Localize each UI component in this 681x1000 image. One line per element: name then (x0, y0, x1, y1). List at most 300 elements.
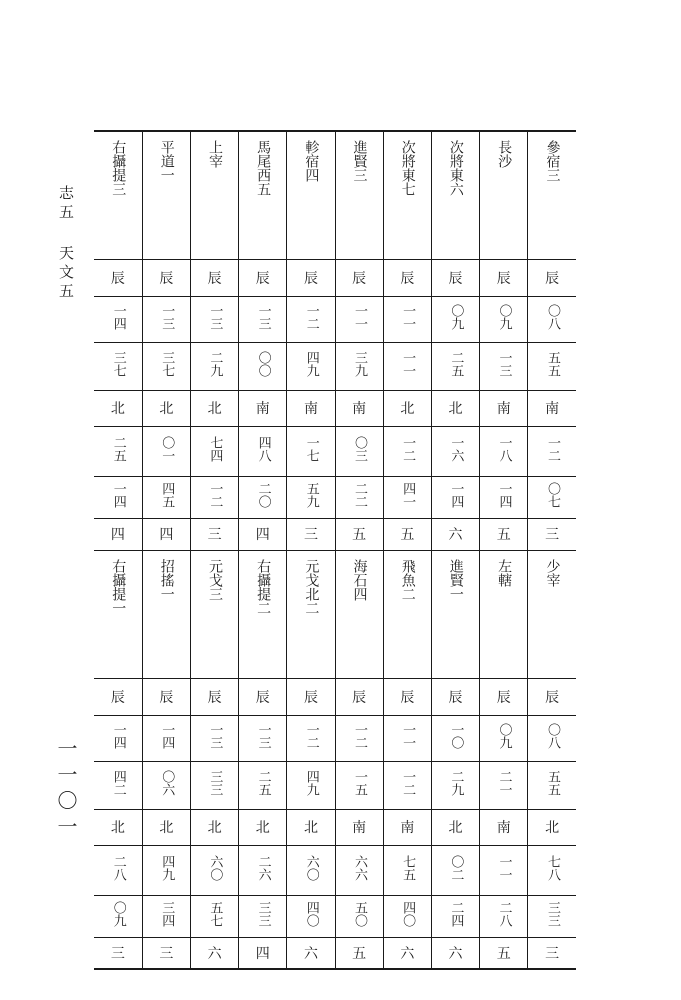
table-cell (239, 895, 287, 937)
latitude-degree-text: 〇二 (448, 855, 464, 881)
minute-text: 四九 (303, 351, 319, 377)
table-cell (142, 426, 190, 476)
zodiac-sign-text: 辰 (496, 270, 511, 287)
table-cell (480, 476, 528, 518)
block-1-degree-row (94, 296, 576, 342)
latitude-degree-text: 七八 (544, 855, 560, 881)
latitude-minute-text: 一四 (496, 482, 512, 508)
latitude-minute-text: 二〇 (255, 482, 271, 508)
table-cell (528, 895, 576, 937)
table-cell (142, 390, 190, 426)
table-cell (142, 895, 190, 937)
degree-text: 一三 (255, 723, 271, 749)
latitude-minute-text: 一四 (110, 482, 126, 508)
direction-text: 北 (448, 401, 463, 417)
latitude-degree-text: 〇三 (351, 436, 367, 462)
table-cell (431, 476, 479, 518)
block-2-star-name-row (94, 550, 576, 678)
latitude-minute-text: 四一 (400, 482, 416, 508)
table-cell (239, 476, 287, 518)
table-cell (528, 426, 576, 476)
table-cell (335, 845, 383, 895)
table-cell (191, 426, 239, 476)
table-cell (480, 845, 528, 895)
table-cell (383, 845, 431, 895)
latitude-degree-text: 四九 (159, 855, 175, 881)
direction-text: 北 (400, 401, 415, 417)
table-cell (239, 550, 287, 678)
table-cell (239, 390, 287, 426)
latitude-minute-text: 五九 (303, 482, 319, 508)
magnitude-text: 三 (207, 527, 222, 543)
star-name-text: 左轄 (496, 558, 513, 587)
table-cell (94, 715, 142, 761)
table-cell (528, 845, 576, 895)
table-cell (191, 390, 239, 426)
magnitude-text: 六 (448, 527, 463, 543)
latitude-degree-text: 一一 (496, 855, 512, 881)
table-cell (142, 342, 190, 390)
table-cell (528, 809, 576, 845)
table-cell (431, 131, 479, 259)
table-cell (480, 550, 528, 678)
block-2-latitude-minute-row (94, 895, 576, 937)
latitude-degree-text: 一六 (448, 436, 464, 462)
zodiac-sign-text: 辰 (545, 270, 560, 287)
latitude-degree-text: 四八 (255, 436, 271, 462)
table-cell (431, 845, 479, 895)
table-cell (480, 678, 528, 715)
table-cell (383, 550, 431, 678)
table-cell (528, 131, 576, 259)
minute-text: 三九 (351, 351, 367, 377)
table-cell (191, 476, 239, 518)
table-cell (528, 761, 576, 809)
zodiac-sign-text: 辰 (448, 270, 463, 287)
table-cell (142, 296, 190, 342)
zodiac-sign-text: 辰 (207, 270, 222, 287)
table-cell (528, 678, 576, 715)
table-cell (287, 895, 335, 937)
star-name-text: 右攝提一 (110, 558, 127, 615)
table-cell (191, 550, 239, 678)
degree-text: 一四 (110, 723, 126, 749)
minute-text: 二五 (448, 351, 464, 377)
table-cell (287, 476, 335, 518)
table-cell (287, 518, 335, 550)
table-cell (94, 296, 142, 342)
block-1-latitude-degree-row (94, 426, 576, 476)
minute-text: 二九 (207, 351, 223, 377)
latitude-degree-text: 二六 (255, 855, 271, 881)
table-cell (480, 937, 528, 969)
table-cell (239, 715, 287, 761)
latitude-minute-text: 四〇 (303, 901, 319, 927)
zodiac-sign-text: 辰 (496, 689, 511, 706)
latitude-degree-text: 一二 (400, 436, 416, 462)
table-cell (94, 845, 142, 895)
table-cell (142, 518, 190, 550)
minute-text: 二一 (496, 770, 512, 796)
table-cell (94, 426, 142, 476)
table-cell (528, 342, 576, 390)
table-cell (431, 678, 479, 715)
degree-text: 〇九 (448, 304, 464, 330)
latitude-degree-text: 六〇 (207, 855, 223, 881)
table-cell (287, 761, 335, 809)
zodiac-sign-text: 辰 (110, 689, 125, 706)
minute-text: 一二 (400, 770, 416, 796)
table-cell (287, 426, 335, 476)
star-name-text: 少宰 (544, 558, 561, 587)
table-cell (383, 761, 431, 809)
block-2-degree-row (94, 715, 576, 761)
direction-text: 北 (110, 401, 125, 417)
zodiac-sign-text: 辰 (303, 270, 318, 287)
table-cell (142, 809, 190, 845)
table-cell (191, 761, 239, 809)
star-name-text: 馬尾西五 (255, 140, 272, 196)
degree-text: 一三 (207, 304, 223, 330)
magnitude-text: 五 (352, 945, 367, 962)
direction-text: 南 (352, 401, 367, 417)
latitude-minute-text: 四五 (159, 482, 175, 508)
table-cell (239, 342, 287, 390)
table-cell (335, 809, 383, 845)
degree-text: 一三 (207, 723, 223, 749)
block-1-magnitude-row (94, 518, 576, 550)
table-cell (191, 131, 239, 259)
table-cell (94, 476, 142, 518)
block-1-latitude-minute-row (94, 476, 576, 518)
zodiac-sign-text: 辰 (110, 270, 125, 287)
latitude-minute-text: 一四 (448, 482, 464, 508)
zodiac-sign-text: 辰 (400, 270, 415, 287)
star-name-text: 上宰 (206, 140, 223, 168)
table-cell (287, 131, 335, 259)
minute-text: 〇〇 (255, 351, 271, 377)
direction-text: 北 (303, 820, 318, 836)
magnitude-text: 三 (159, 945, 174, 962)
magnitude-text: 六 (303, 945, 318, 962)
table-cell (287, 715, 335, 761)
magnitude-text: 六 (207, 945, 222, 962)
side-title: 志五 天文五 (57, 185, 75, 302)
table-cell (383, 476, 431, 518)
table-cell (383, 895, 431, 937)
minute-text: 四九 (303, 770, 319, 796)
table-cell (142, 550, 190, 678)
table-cell (528, 937, 576, 969)
zodiac-sign-text: 辰 (352, 270, 367, 287)
block-2-direction-row (94, 809, 576, 845)
table-cell (335, 937, 383, 969)
table-cell (431, 518, 479, 550)
table-cell (431, 390, 479, 426)
table-cell (335, 390, 383, 426)
magnitude-text: 四 (255, 527, 270, 543)
zodiac-sign-text: 辰 (207, 689, 222, 706)
star-catalog-table (94, 130, 576, 962)
table-cell (383, 131, 431, 259)
block-2-magnitude-row (94, 937, 576, 969)
degree-text: 一四 (110, 304, 126, 330)
magnitude-text: 三 (303, 527, 318, 543)
table-cell (383, 937, 431, 969)
table-cell (239, 518, 287, 550)
table-cell (480, 426, 528, 476)
table-cell (239, 426, 287, 476)
latitude-degree-text: 二五 (110, 436, 126, 462)
direction-text: 南 (255, 401, 270, 417)
table-cell (383, 809, 431, 845)
block-1-minute-row (94, 342, 576, 390)
table-cell (431, 937, 479, 969)
star-name-text: 進賢三 (351, 140, 368, 182)
direction-text: 北 (159, 820, 174, 836)
table-cell (335, 715, 383, 761)
table-cell (480, 390, 528, 426)
direction-text: 北 (545, 820, 560, 836)
table-cell (287, 296, 335, 342)
minute-text: 〇六 (159, 770, 175, 796)
table-cell (142, 678, 190, 715)
table-cell (94, 131, 142, 259)
block-2-minute-row (94, 761, 576, 809)
latitude-minute-text: 五七 (207, 901, 223, 927)
table-cell (335, 296, 383, 342)
block-2-zodiac-sign-row (94, 678, 576, 715)
table-cell (191, 259, 239, 296)
page-number: 一一〇一 (54, 738, 78, 842)
table-cell (431, 296, 479, 342)
minute-text: 三七 (110, 351, 126, 377)
block-1-zodiac-sign-row (94, 259, 576, 296)
block-1-star-name-row (94, 131, 576, 259)
table-cell (528, 259, 576, 296)
table-cell (287, 259, 335, 296)
degree-text: 〇八 (544, 304, 560, 330)
magnitude-text: 五 (496, 527, 511, 543)
table-cell (528, 296, 576, 342)
star-name-text: 招搖一 (158, 558, 175, 601)
table-cell (480, 895, 528, 937)
table-cell (431, 259, 479, 296)
magnitude-text: 六 (400, 945, 415, 962)
table-cell (335, 131, 383, 259)
table-cell (287, 390, 335, 426)
table-cell (191, 845, 239, 895)
table-cell (528, 476, 576, 518)
table-cell (239, 131, 287, 259)
latitude-minute-text: 二二 (351, 482, 367, 508)
table-cell (142, 845, 190, 895)
table-cell (239, 761, 287, 809)
minute-text: 三三 (207, 770, 223, 796)
table-cell (335, 678, 383, 715)
magnitude-text: 三 (545, 945, 560, 962)
latitude-degree-text: 一二 (544, 436, 560, 462)
zodiac-sign-text: 辰 (303, 689, 318, 706)
magnitude-text: 六 (448, 945, 463, 962)
table-cell (191, 296, 239, 342)
latitude-minute-text: 五〇 (351, 901, 367, 927)
table-cell (528, 518, 576, 550)
table-cell (239, 678, 287, 715)
degree-text: 一二 (303, 723, 319, 749)
minute-text: 三七 (159, 351, 175, 377)
direction-text: 北 (159, 401, 174, 417)
minute-text: 一一 (400, 351, 416, 377)
star-name-text: 長沙 (496, 140, 513, 168)
magnitude-text: 五 (352, 527, 367, 543)
table-cell (431, 809, 479, 845)
table-cell (191, 715, 239, 761)
table-cell (239, 937, 287, 969)
latitude-minute-text: 二八 (496, 901, 512, 927)
latitude-degree-text: 〇一 (159, 436, 175, 462)
table-cell (431, 895, 479, 937)
star-name-text: 元戈三 (206, 558, 223, 601)
table-cell (431, 550, 479, 678)
table-cell (142, 937, 190, 969)
table-cell (142, 259, 190, 296)
star-name-text: 右攝提三 (110, 140, 127, 196)
table-cell (94, 342, 142, 390)
star-name-text: 軫宿四 (303, 140, 320, 182)
table-cell (287, 678, 335, 715)
direction-text: 南 (303, 401, 318, 417)
direction-text: 北 (207, 820, 222, 836)
table-cell (142, 131, 190, 259)
table-cell (191, 809, 239, 845)
table-cell (191, 342, 239, 390)
minute-text: 四二 (110, 770, 126, 796)
table-cell (480, 342, 528, 390)
table-cell (335, 259, 383, 296)
table-cell (94, 518, 142, 550)
direction-text: 北 (207, 401, 222, 417)
table-cell (239, 259, 287, 296)
table-cell (383, 518, 431, 550)
star-name-text: 次將東六 (447, 140, 464, 196)
table-cell (335, 476, 383, 518)
table-cell (94, 550, 142, 678)
table-cell (191, 678, 239, 715)
table-cell (383, 390, 431, 426)
table-cell (287, 342, 335, 390)
table-cell (94, 895, 142, 937)
magnitude-text: 三 (110, 945, 125, 962)
block-1-direction-row (94, 390, 576, 426)
latitude-minute-text: 一二 (207, 482, 223, 508)
table-cell (431, 761, 479, 809)
star-name-text: 參宿三 (544, 140, 561, 182)
table-cell (480, 715, 528, 761)
zodiac-sign-text: 辰 (352, 689, 367, 706)
table-cell (480, 809, 528, 845)
zodiac-sign-text: 辰 (255, 270, 270, 287)
table-cell (94, 937, 142, 969)
zodiac-sign-text: 辰 (400, 689, 415, 706)
table-cell (383, 678, 431, 715)
magnitude-text: 四 (159, 527, 174, 543)
block-2-latitude-degree-row (94, 845, 576, 895)
magnitude-text: 三 (545, 527, 560, 543)
table-cell (480, 518, 528, 550)
table-cell (335, 550, 383, 678)
latitude-minute-text: 二四 (448, 901, 464, 927)
table-cell (287, 937, 335, 969)
table-cell (94, 259, 142, 296)
table-cell (94, 678, 142, 715)
table-cell (239, 809, 287, 845)
minute-text: 二九 (448, 770, 464, 796)
latitude-degree-text: 七四 (207, 436, 223, 462)
degree-text: 一三 (255, 304, 271, 330)
table-cell (383, 426, 431, 476)
latitude-minute-text: 〇七 (544, 482, 560, 508)
table-cell (431, 342, 479, 390)
star-name-text: 元戈北二 (303, 558, 320, 615)
degree-text: 一二 (351, 723, 367, 749)
minute-text: 二五 (255, 770, 271, 796)
direction-text: 北 (448, 820, 463, 836)
latitude-degree-text: 二八 (110, 855, 126, 881)
table-cell (480, 259, 528, 296)
table-cell (142, 476, 190, 518)
star-name-text: 右攝提二 (255, 558, 272, 615)
catalog-grid (94, 130, 576, 970)
star-name-text: 平道一 (158, 140, 175, 182)
zodiac-sign-text: 辰 (159, 689, 174, 706)
direction-text: 北 (110, 820, 125, 836)
latitude-minute-text: 〇九 (110, 901, 126, 927)
latitude-degree-text: 一八 (496, 436, 512, 462)
direction-text: 南 (496, 401, 511, 417)
direction-text: 南 (352, 820, 367, 836)
zodiac-sign-text: 辰 (448, 689, 463, 706)
direction-text: 北 (255, 820, 270, 836)
table-cell (94, 761, 142, 809)
table-cell (239, 296, 287, 342)
zodiac-sign-text: 辰 (545, 689, 560, 706)
magnitude-text: 五 (496, 945, 511, 962)
table-cell (383, 259, 431, 296)
table-cell (480, 296, 528, 342)
latitude-degree-text: 六〇 (303, 855, 319, 881)
table-cell (383, 296, 431, 342)
table-cell (287, 550, 335, 678)
degree-text: 一四 (159, 723, 175, 749)
star-name-text: 海石四 (351, 558, 368, 601)
table-cell (431, 715, 479, 761)
minute-text: 五五 (544, 351, 560, 377)
table-cell (528, 550, 576, 678)
direction-text: 南 (545, 401, 560, 417)
table-cell (528, 390, 576, 426)
table-cell (480, 131, 528, 259)
table-cell (335, 761, 383, 809)
latitude-degree-text: 一七 (303, 436, 319, 462)
degree-text: 一一 (400, 304, 416, 330)
degree-text: 一一 (400, 723, 416, 749)
table-cell (335, 426, 383, 476)
table-cell (239, 845, 287, 895)
minute-text: 五五 (544, 770, 560, 796)
degree-text: 一二 (303, 304, 319, 330)
table-cell (335, 895, 383, 937)
